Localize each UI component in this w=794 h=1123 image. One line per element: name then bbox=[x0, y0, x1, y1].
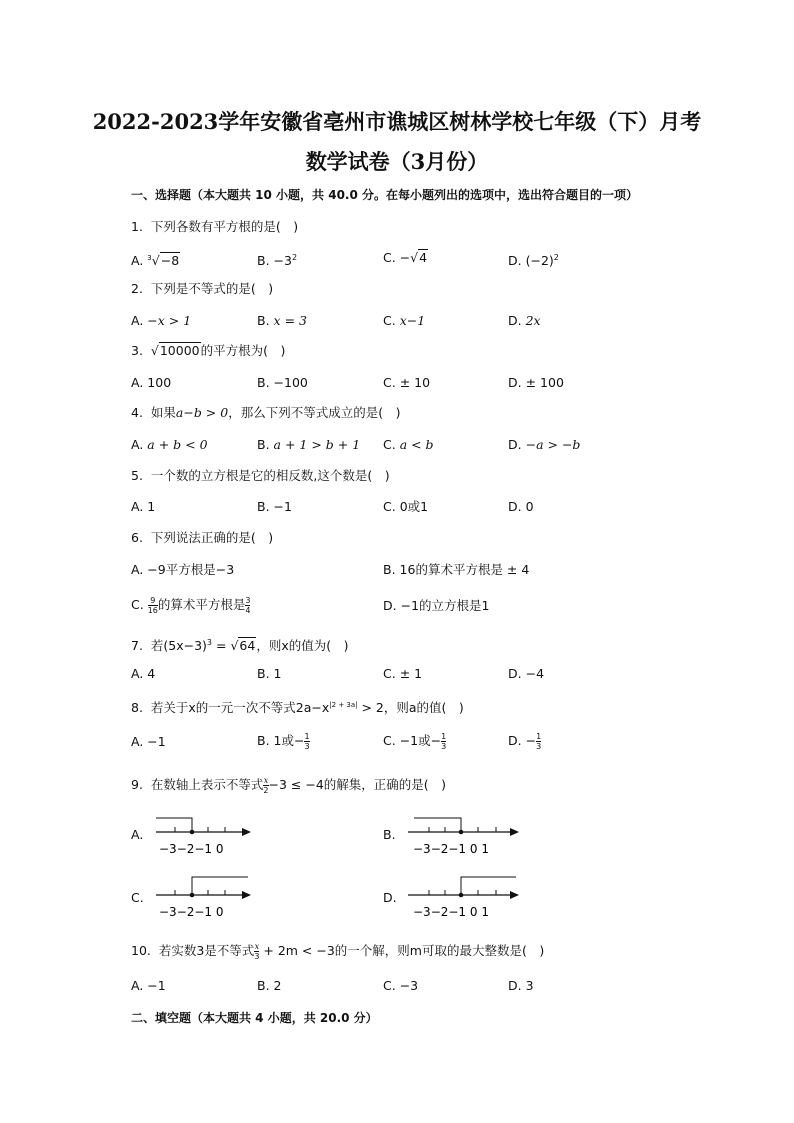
q3-option-b bbox=[257, 375, 308, 391]
q2-a-text: −x > 1 bbox=[147, 313, 192, 328]
q9-option-d-number-line bbox=[404, 873, 526, 921]
q2-c-label: C. bbox=[383, 313, 396, 328]
q3-radicand: 10000 bbox=[159, 343, 200, 358]
q6-c-fraction bbox=[148, 596, 158, 615]
q5-text: 一个数的立方根是它的相反数,这个数是( ) bbox=[150, 468, 390, 483]
q1-c-label: C. bbox=[383, 250, 396, 265]
q6-c-denominator: 16 bbox=[147, 606, 158, 615]
q4-d-text: −a > −b bbox=[525, 437, 581, 452]
q1-c-pre: − bbox=[399, 250, 411, 265]
q9-pre: 在数轴上表示不等式 bbox=[150, 777, 264, 792]
q3-option-d bbox=[508, 375, 564, 391]
q8-option-a bbox=[131, 734, 166, 750]
q6-a-label: A. bbox=[131, 562, 144, 577]
q9-option-a-number-line bbox=[150, 812, 260, 860]
q8-option-d bbox=[508, 732, 541, 751]
q6-option-b bbox=[383, 562, 529, 578]
q10-numerator: x bbox=[254, 942, 260, 951]
q2-b-label: B. bbox=[257, 313, 270, 328]
q10-number: 10. bbox=[131, 943, 151, 958]
q5-b-text: −1 bbox=[273, 499, 292, 514]
q9-option-a-label: A. bbox=[131, 827, 144, 842]
q8-a-text: −1 bbox=[147, 734, 166, 749]
q2-text: 下列是不等式的是( ) bbox=[150, 281, 274, 296]
q1-text: 下列各数有平方根的是( ) bbox=[150, 219, 299, 234]
q3-text: 的平方根为( ) bbox=[200, 343, 286, 358]
q3-d-text: ± 100 bbox=[525, 375, 564, 390]
q10-denominator: 3 bbox=[254, 952, 260, 961]
q5-c-label: C. bbox=[383, 499, 396, 514]
q7-option-c bbox=[383, 666, 422, 682]
q7-radicand: 64 bbox=[239, 638, 256, 654]
q9-denominator: 2 bbox=[263, 786, 269, 795]
q8-b-numerator: 1 bbox=[304, 732, 310, 741]
q5-d-text: 0 bbox=[525, 499, 534, 514]
q2-option-b bbox=[257, 313, 307, 329]
q3-stem: 3. √10000的平方根为( ) bbox=[131, 343, 286, 358]
q5-a-label: A. bbox=[131, 499, 144, 514]
q4-stem bbox=[131, 405, 400, 421]
q4-post: ，那么下列不等式成立的是( ) bbox=[228, 405, 401, 420]
q10-stem bbox=[131, 942, 544, 961]
q1-option-a: A. $^3$√−8 bbox=[131, 253, 180, 269]
q8-c-fraction bbox=[441, 732, 446, 751]
q1-stem bbox=[131, 219, 298, 235]
q3-d-label: D. bbox=[508, 375, 522, 390]
q9-stem bbox=[131, 776, 446, 795]
q8-option-c bbox=[383, 732, 446, 751]
q3-c-label: C. bbox=[383, 375, 396, 390]
q3-a-label: A. bbox=[131, 375, 144, 390]
q6-option-d bbox=[383, 598, 489, 614]
q1-b-text: −3 bbox=[273, 253, 292, 269]
q4-d-label: D. bbox=[508, 437, 522, 452]
q8-b-label: B. bbox=[257, 733, 270, 748]
q7-eq: = bbox=[212, 638, 231, 654]
q6-c-text: 的算术平方根是 bbox=[157, 597, 246, 612]
q7-d-label: D. bbox=[508, 666, 522, 681]
q1-d-exp: 2 bbox=[553, 253, 559, 262]
q7-c-label: C. bbox=[383, 666, 396, 681]
q10-d-text: 3 bbox=[525, 978, 534, 993]
q7-option-b bbox=[257, 666, 282, 682]
q7-pre: 若(5x−3) bbox=[150, 638, 207, 654]
q7-stem: 7. 若$(5x-3)^3 = √64$，则x的值为( ) bbox=[131, 638, 349, 654]
q2-stem bbox=[131, 281, 273, 297]
q7-exp: 3 bbox=[206, 638, 213, 647]
q3-number: 3. bbox=[131, 343, 143, 358]
q6-number: 6. bbox=[131, 530, 143, 545]
q10-option-a bbox=[131, 978, 166, 994]
q6-c-denominator2: 4 bbox=[245, 606, 251, 615]
q5-stem bbox=[131, 468, 390, 484]
q8-b-fraction bbox=[304, 732, 309, 751]
q6-option-a bbox=[131, 562, 234, 578]
q5-number: 5. bbox=[131, 468, 143, 483]
q2-d-label: D. bbox=[508, 313, 522, 328]
q5-option-d bbox=[508, 499, 534, 515]
q6-b-text: 16的算术平方根是 ± 4 bbox=[399, 562, 530, 577]
q4-b-text: a + 1 > b + 1 bbox=[273, 437, 361, 452]
q8-a-label: A. bbox=[131, 734, 144, 749]
q7-b-text: 1 bbox=[273, 666, 282, 681]
q9-option-b-number-line bbox=[404, 812, 526, 860]
q8-stem bbox=[131, 697, 464, 716]
q9-d-tick-labels: −3−2−1 0 1 bbox=[413, 905, 489, 919]
q6-c-numerator: 9 bbox=[148, 596, 158, 606]
q4-a-label: A. bbox=[131, 437, 144, 452]
q6-b-label: B. bbox=[383, 562, 396, 577]
q4-condition: a−b > 0 bbox=[175, 405, 229, 420]
q5-option-c bbox=[383, 499, 428, 515]
q10-b-text: 2 bbox=[273, 978, 282, 993]
q8-d-text: − bbox=[525, 733, 537, 748]
q5-a-text: 1 bbox=[147, 499, 156, 514]
q5-c-text: 0或1 bbox=[399, 499, 429, 514]
q2-b-text: x = 3 bbox=[273, 313, 307, 328]
q3-b-label: B. bbox=[257, 375, 270, 390]
q8-post: > 2，则a的值( ) bbox=[357, 700, 464, 716]
q8-number: 8. bbox=[131, 700, 143, 716]
q4-option-d bbox=[508, 437, 580, 453]
q10-c-label: C. bbox=[383, 978, 396, 993]
section2-heading: 二、填空题（本大题共 4 小题，共 20.0 分） bbox=[131, 1011, 378, 1025]
q10-b-label: B. bbox=[257, 978, 270, 993]
q8-b-denominator: 3 bbox=[304, 742, 310, 751]
q4-c-text: a < b bbox=[399, 437, 434, 452]
q7-option-d bbox=[508, 666, 544, 682]
q1-option-c: C. −√4 bbox=[383, 250, 428, 265]
q2-number: 2. bbox=[131, 281, 143, 296]
q8-d-fraction bbox=[536, 732, 541, 751]
q8-pre: 若关于x的一元一次不等式2a−x bbox=[150, 700, 330, 716]
q8-d-label: D. bbox=[508, 733, 522, 748]
q9-c-tick-labels: −3−2−1 0 bbox=[159, 905, 224, 919]
q7-post: ，则x的值为( ) bbox=[256, 638, 349, 654]
q4-c-label: C. bbox=[383, 437, 396, 452]
q1-option-b bbox=[257, 250, 297, 269]
q1-d-text: (−2) bbox=[525, 253, 554, 269]
q8-d-numerator: 1 bbox=[536, 732, 542, 741]
q8-c-denominator: 3 bbox=[441, 742, 447, 751]
q2-a-label: A. bbox=[131, 313, 144, 328]
q8-c-label: C. bbox=[383, 733, 396, 748]
q5-option-b bbox=[257, 499, 292, 515]
section1-heading: 一、选择题（本大题共 10 小题，共 40.0 分。在每小题列出的选项中，选出符合题目的一项） bbox=[131, 188, 639, 202]
q6-text: 下列说法正确的是( ) bbox=[150, 530, 274, 545]
q9-post: −3 ≤ −4的解集，正确的是( ) bbox=[268, 777, 447, 792]
q1-a-label: A. bbox=[131, 253, 144, 269]
q1-b-label: B. bbox=[257, 253, 270, 269]
q6-c-numerator2: 3 bbox=[245, 596, 251, 605]
q4-number: 4. bbox=[131, 405, 143, 420]
q4-option-a bbox=[131, 437, 208, 453]
q5-b-label: B. bbox=[257, 499, 270, 514]
q6-stem bbox=[131, 530, 273, 546]
q3-a-text: 100 bbox=[147, 375, 172, 390]
q9-option-d-label: D. bbox=[383, 890, 397, 905]
q2-option-c bbox=[383, 313, 425, 329]
q10-a-label: A. bbox=[131, 978, 144, 993]
q2-d-text: 2x bbox=[525, 313, 541, 328]
q1-d-label: D. bbox=[508, 253, 522, 269]
q7-number: 7. bbox=[131, 638, 143, 654]
q2-option-d bbox=[508, 313, 541, 329]
q4-pre: 如果 bbox=[150, 405, 176, 420]
q10-pre: 若实数3是不等式 bbox=[158, 943, 255, 958]
q5-d-label: D. bbox=[508, 499, 522, 514]
q9-number: 9. bbox=[131, 777, 143, 792]
q7-a-text: 4 bbox=[147, 666, 156, 681]
q7-d-text: −4 bbox=[525, 666, 545, 681]
q3-b-text: −100 bbox=[273, 375, 308, 390]
q8-c-numerator: 1 bbox=[441, 732, 447, 741]
q10-post: + 2m < −3的一个解，则m可取的最大整数是( ) bbox=[259, 943, 545, 958]
q6-c-label: C. bbox=[131, 597, 144, 612]
q10-c-text: −3 bbox=[399, 978, 419, 993]
q4-option-b bbox=[257, 437, 360, 453]
q1-a-root-index: 3 bbox=[147, 254, 152, 262]
q1-option-d bbox=[508, 250, 559, 269]
q6-option-c bbox=[131, 596, 250, 615]
q7-a-label: A. bbox=[131, 666, 144, 681]
q7-c-text: ± 1 bbox=[399, 666, 423, 681]
q1-number: 1. bbox=[131, 219, 143, 234]
q8-b-text: 1或− bbox=[273, 733, 305, 748]
q9-option-c-number-line bbox=[150, 873, 260, 921]
q5-option-a bbox=[131, 499, 155, 515]
q9-option-b-label: B. bbox=[383, 827, 396, 842]
q6-d-text: −1的立方根是1 bbox=[400, 598, 490, 613]
q1-c-radicand: 4 bbox=[419, 250, 428, 265]
q6-a-text: −9平方根是−3 bbox=[147, 562, 235, 577]
q9-option-c-label: C. bbox=[131, 890, 144, 905]
q10-d-label: D. bbox=[508, 978, 522, 993]
q10-option-b bbox=[257, 978, 282, 994]
q7-b-label: B. bbox=[257, 666, 270, 681]
q7-option-a bbox=[131, 666, 155, 682]
q3-option-c bbox=[383, 375, 430, 391]
q4-option-c bbox=[383, 437, 434, 453]
q3-c-text: ± 10 bbox=[399, 375, 431, 390]
q10-a-text: −1 bbox=[147, 978, 166, 993]
exam-title-line2: 数学试卷（3月份） bbox=[305, 149, 489, 174]
q9-a-tick-labels: −3−2−1 0 bbox=[159, 842, 224, 856]
q4-a-text: a + b < 0 bbox=[147, 437, 208, 452]
q4-b-label: B. bbox=[257, 437, 270, 452]
q10-option-d bbox=[508, 978, 534, 994]
q9-numerator: x bbox=[263, 776, 269, 785]
q8-c-text: −1或− bbox=[399, 733, 442, 748]
q10-option-c bbox=[383, 978, 418, 994]
q2-c-text: x−1 bbox=[399, 313, 426, 328]
q3-option-a bbox=[131, 375, 171, 391]
q8-option-b bbox=[257, 732, 310, 751]
q6-d-label: D. bbox=[383, 598, 397, 613]
q8-d-denominator: 3 bbox=[536, 742, 542, 751]
q8-exp: |2 + 3a| bbox=[329, 701, 358, 709]
q1-b-exp: 2 bbox=[291, 253, 298, 262]
exam-title-line1: 2022-2023学年安徽省亳州市谯城区树林学校七年级（下）月考 bbox=[92, 109, 702, 134]
q6-c-fraction2 bbox=[245, 596, 250, 615]
q9-b-tick-labels: −3−2−1 0 1 bbox=[413, 842, 489, 856]
q2-option-a bbox=[131, 313, 191, 329]
q1-a-radicand: −8 bbox=[160, 253, 180, 269]
